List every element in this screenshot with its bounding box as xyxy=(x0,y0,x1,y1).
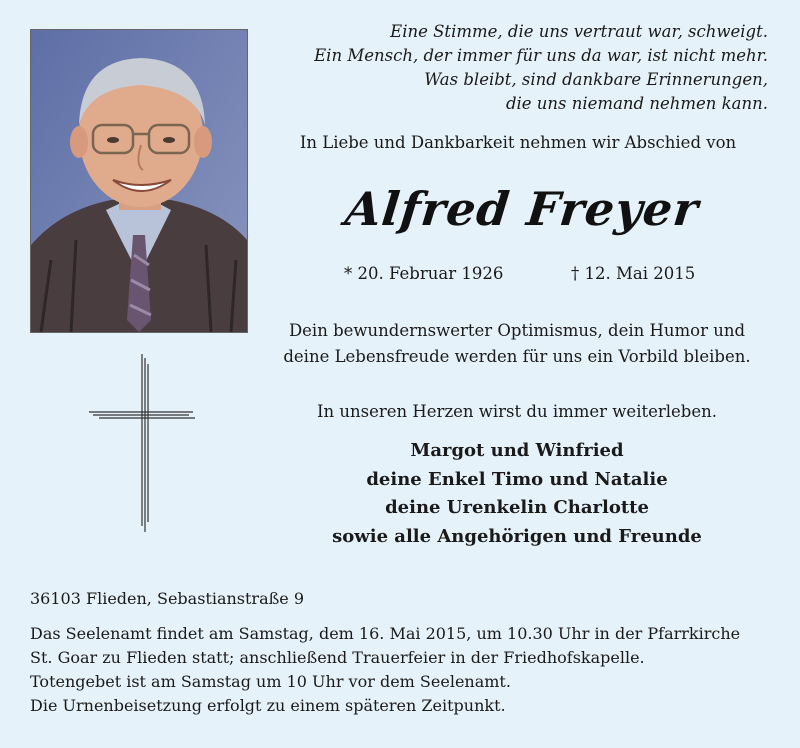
intro-text: In Liebe und Dankbarkeit nehmen wir Abschied von xyxy=(299,133,737,152)
family-line: deine Urenkelin Charlotte xyxy=(385,497,649,518)
family-list xyxy=(262,437,772,551)
family-line: Margot und Winfried xyxy=(410,440,624,461)
family-line: deine Enkel Timo und Natalie xyxy=(366,468,668,490)
poem-line: die uns niemand nehmen kann. xyxy=(505,94,768,113)
birth-date: * 20. Februar 1926 xyxy=(344,264,504,283)
service-info xyxy=(30,622,790,718)
address: 36103 Flieden, Sebastianstraße 9 xyxy=(30,589,305,608)
tribute-line: Dein bewundernswerter Optimismus, dein Humor und xyxy=(288,321,746,340)
service-line: Totengebet ist am Samstag um 10 Uhr vor dem Seelenamt. xyxy=(30,672,511,691)
service-line: Das Seelenamt findet am Samstag, dem 16. Mai 2015, um 10.30 Uhr in der Pfarrkirche xyxy=(30,624,741,643)
family-line: sowie alle Angehörigen und Freunde xyxy=(332,525,702,547)
service-line: Die Urnenbeisetzung erfolgt zu einem späteren Zeitpunkt. xyxy=(30,696,506,715)
hearts-text: In unseren Herzen wirst du immer weiterleben. xyxy=(317,402,717,421)
poem-line: Ein Mensch, der immer für uns da war, ist nicht mehr. xyxy=(314,46,768,65)
death-date: † 12. Mai 2015 xyxy=(571,264,696,283)
tribute-line: deine Lebensfreude werden für uns ein Vorbild bleiben. xyxy=(283,347,751,366)
deceased-name: Alfred Freyer xyxy=(342,182,702,236)
tribute-text xyxy=(262,318,772,370)
poem-line: Was bleibt, sind dankbare Erinnerungen, xyxy=(424,70,768,89)
cross-icon xyxy=(89,354,199,538)
poem xyxy=(268,20,768,116)
poem-line: Eine Stimme, die uns vertraut war, schweigt. xyxy=(390,22,768,41)
service-line: St. Goar zu Flieden statt; anschließend Trauerfeier in der Friedhofskapelle. xyxy=(30,648,645,667)
portrait-photo xyxy=(30,29,248,333)
